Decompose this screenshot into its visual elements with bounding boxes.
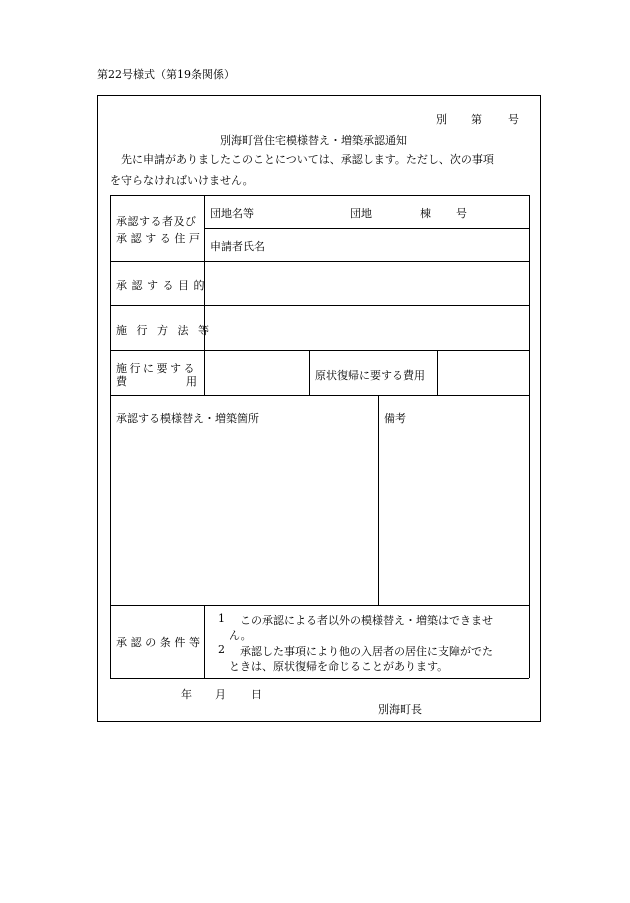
- approved-label-line-2: 承認する住戸: [116, 232, 204, 245]
- doc-number-betsu: 別: [436, 113, 447, 126]
- document-title: 別海町営住宅模様替え・増築承認通知: [220, 134, 407, 147]
- room-unit: 号: [456, 207, 467, 220]
- table-border-bottom: [110, 678, 529, 679]
- complex-unit: 団地: [350, 207, 372, 220]
- table-label-divider-upper: [204, 195, 205, 395]
- table-line-after-approved: [110, 261, 529, 262]
- table-line-after-method: [110, 350, 529, 351]
- table-line-after-cost: [110, 395, 529, 396]
- doc-number-dai: 第: [471, 113, 482, 126]
- table-border-right: [529, 195, 530, 678]
- date-day: 日: [251, 688, 262, 701]
- cost-label-line-1: 施行に要する: [116, 362, 197, 375]
- date-month: 月: [215, 688, 226, 701]
- purpose-label: 承認する目的: [116, 279, 209, 292]
- intro-line-2: を守らなければいけません。: [110, 174, 254, 187]
- table-remarks-divider: [378, 395, 379, 605]
- applicant-label: 申請者氏名: [210, 240, 265, 253]
- table-label-divider-conditions: [204, 605, 205, 678]
- method-label: 施行方法等: [116, 324, 219, 337]
- condition-2-number: 2: [218, 643, 225, 656]
- condition-1-number: 1: [218, 612, 225, 625]
- complex-label: 団地名等: [210, 207, 254, 220]
- table-line-complex-applicant: [204, 228, 529, 229]
- building-unit: 棟: [420, 207, 431, 220]
- condition-1-line-2: ん。: [229, 629, 252, 642]
- cost-label-line-2b: 用: [186, 375, 197, 388]
- doc-number-go: 号: [508, 113, 519, 126]
- condition-1-line-1: この承認による者以外の模様替え・増築はできませ: [240, 614, 493, 627]
- conditions-label: 承認の条件等: [116, 636, 204, 649]
- remarks-label: 備考: [384, 412, 406, 425]
- date-year: 年: [181, 688, 192, 701]
- table-line-after-purpose: [110, 305, 529, 306]
- issuer: 別海町長: [378, 703, 422, 716]
- condition-2-line-2: ときは、原状復帰を命じることがあります。: [229, 660, 449, 673]
- approved-label-line-1: [116, 213, 199, 229]
- table-line-after-locations: [110, 605, 529, 606]
- form-number: 第22号様式（第19条関係）: [97, 68, 235, 81]
- table-cost-divider-1: [309, 350, 310, 395]
- table-border-top: [110, 195, 529, 196]
- cost-label-line-2a: 費: [116, 375, 127, 388]
- condition-2-line-1: 承認した事項により他の入居者の居住に支障がでた: [240, 645, 493, 658]
- intro-line-1: 先に申請がありましたこのことについては、承認します。ただし、次の事項: [121, 153, 494, 166]
- approved-label-line-1-text: 承認する者及び: [116, 215, 197, 228]
- table-border-left: [110, 195, 111, 678]
- table-cost-divider-2: [437, 350, 438, 395]
- restore-cost-label: 原状復帰に要する費用: [315, 369, 425, 382]
- locations-label: 承認する模様替え・増築箇所: [116, 412, 259, 425]
